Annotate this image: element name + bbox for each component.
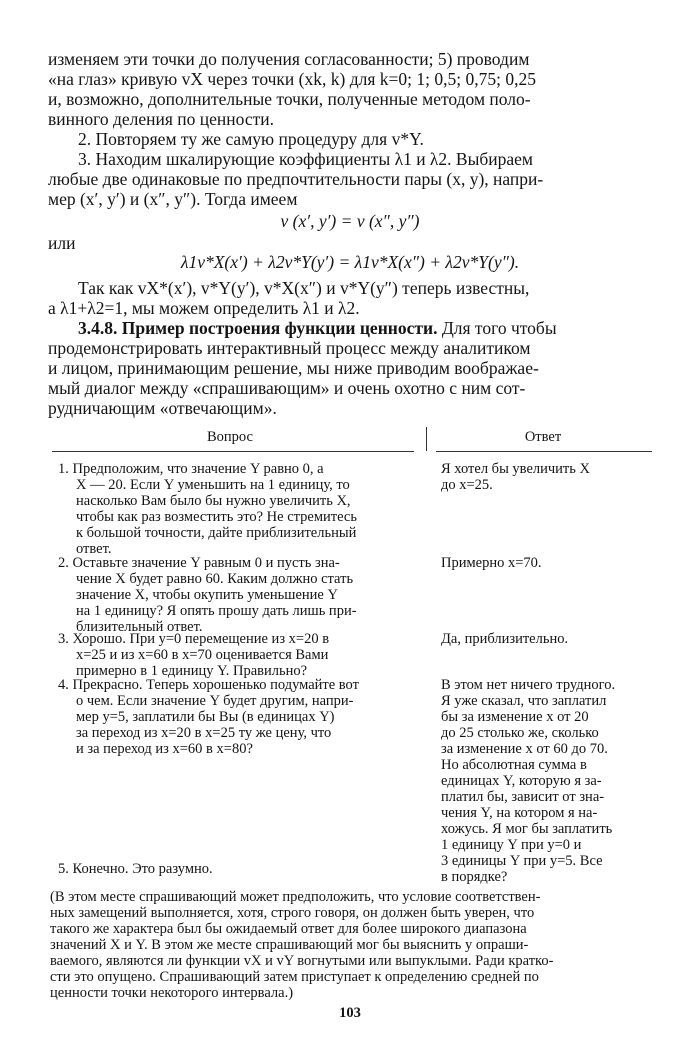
- question-line: и за переход из x=60 в x=80?: [76, 741, 253, 757]
- section-line: и лицом, принимающим решение, мы ниже приводим воображае-: [48, 358, 539, 378]
- header-rule: [52, 451, 414, 452]
- question-line: значение X, чтобы окупить уменьшение Y: [76, 587, 338, 603]
- question-line: X — 20. Если Y уменьшить на 1 единицу, то: [76, 477, 350, 493]
- answer-line: бы за изменение x от 20: [441, 709, 589, 725]
- after-line: а λ1+λ2=1, мы можем определить λ1 и λ2.: [48, 298, 360, 318]
- note-line: такого же характера был бы ожидаемый ответ для более широкого диапазона: [50, 921, 527, 937]
- question-line: за переход из x=20 в x=25 ту же цену, что: [76, 725, 332, 741]
- question-line: ответ.: [76, 541, 112, 557]
- note-line: (В этом месте спрашивающий может предположить, что условие соответствен-: [50, 889, 541, 905]
- header-divider: [426, 427, 427, 451]
- question-line: 5. Конечно. Это разумно.: [58, 861, 213, 877]
- question-line: чение X будет равно 60. Каким должно стать: [76, 571, 354, 587]
- answer-line: 1 единицу Y при y=0 и: [441, 837, 582, 853]
- answer-line: хожусь. Я мог бы заплатить: [441, 821, 613, 837]
- answer-line: за изменение x от 60 до 70.: [441, 741, 608, 757]
- question-line: близительный ответ.: [76, 619, 203, 635]
- header-question: Вопрос: [207, 429, 253, 445]
- answer-line: в порядке?: [441, 869, 508, 885]
- note-line: ценности точки некоторого интервала.): [50, 985, 294, 1001]
- intro-line: «на глаз» кривую vX через точки (xk, k) для k=0; 1; 0,5; 0,75; 0,25: [48, 69, 536, 89]
- question-line: на 1 единицу? Я опять прошу дать лишь при-: [76, 603, 357, 619]
- section-line: продемонстрировать интерактивный процесс между аналитиком: [48, 338, 531, 358]
- after-line: Так как vX*(x′), v*Y(y′), v*X(x″) и v*Y(y″) теперь известны,: [78, 278, 530, 298]
- section-line: Для того чтобы: [437, 318, 557, 338]
- intro-line: 3. Находим шкалирующие коэффициенты λ1 и λ2. Выбираем: [78, 149, 533, 169]
- intro-line: 2. Повторяем ту же самую процедуру для v*Y.: [78, 129, 424, 149]
- page-number: 103: [339, 1005, 361, 1021]
- question-line: 4. Прекрасно. Теперь хорошенько подумайте вот: [58, 677, 359, 693]
- answer-line: Примерно x=70.: [441, 555, 542, 571]
- answer-line: платил бы, зависит от зна-: [441, 789, 605, 805]
- intro-line: мер (x′, y′) и (x″, y″). Тогда имеем: [48, 189, 298, 209]
- question-line: к большой точности, дайте приблизительный: [76, 525, 357, 541]
- question-line: насколько Вам было бы нужно увеличить X,: [76, 493, 351, 509]
- answer-line: единицах Y, которую я за-: [441, 773, 602, 789]
- or-word: или: [48, 233, 76, 253]
- question-line: чтобы как раз возместить это? Не стремитесь: [76, 509, 357, 525]
- equation-2: λ1v*X(x′) + λ2v*Y(y′) = λ1v*X(x″) + λ2v*Y(y″).: [180, 252, 520, 272]
- question-line: о чем. Если значение Y будет другим, напри-: [76, 693, 354, 709]
- intro-line: и, возможно, дополнительные точки, полученные методом поло-: [48, 89, 531, 109]
- answer-line: Я хотел бы увеличить X: [441, 461, 590, 477]
- note-line: ваемого, являются ли функции vX и vY вогнутыми или выпуклыми. Ради кратко-: [50, 953, 554, 969]
- section-first-line: [78, 320, 557, 338]
- answer-line: Я уже сказал, что заплатил: [441, 693, 607, 709]
- answer-line: чения Y, на котором я на-: [441, 805, 598, 821]
- question-line: x=25 и из x=60 в x=70 оценивается Вами: [76, 647, 329, 663]
- header-answer: Ответ: [524, 429, 562, 445]
- question-line: примерно в 1 единицу Y. Правильно?: [76, 663, 308, 679]
- equation-1: v (x′, y′) = v (x″, y″): [280, 211, 420, 231]
- answer-line: до x=25.: [441, 477, 493, 493]
- answer-line: Да, приблизительно.: [441, 631, 569, 647]
- section-heading: 3.4.8. Пример построения функции ценности.: [78, 318, 438, 338]
- header-rule: [436, 451, 652, 452]
- question-line: мер y=5, заплатили бы Вы (в единицах Y): [76, 709, 335, 725]
- question-line: 2. Оставьте значение Y равным 0 и пусть зна-: [58, 555, 340, 571]
- answer-line: до 25 столько же, сколько: [441, 725, 599, 741]
- intro-line: любые две одинаковые по предпочтительности пары (x, y), напри-: [48, 169, 544, 189]
- answer-line: Но абсолютная сумма в: [441, 757, 587, 773]
- intro-line: изменяем эти точки до получения согласованности; 5) проводим: [48, 49, 530, 69]
- answer-line: В этом нет ничего трудного.: [441, 677, 616, 693]
- question-line: 1. Предположим, что значение Y равно 0, а: [58, 461, 324, 477]
- section-line: мый диалог между «спрашивающим» и очень охотно с ним сот-: [48, 378, 526, 398]
- note-line: значений X и Y. В этом же месте спрашивающий мог бы выяснить у опраши-: [50, 937, 529, 953]
- section-line: рудничающим «отвечающим».: [48, 398, 277, 418]
- note-line: ных замещений выполняется, хотя, строго говоря, он должен быть уверен, что: [50, 905, 535, 921]
- note-line: сти это опущено. Спрашивающий затем приступает к определению средней по: [50, 969, 539, 985]
- answer-line: 3 единицы Y при y=5. Все: [441, 853, 603, 869]
- question-line: 3. Хорошо. При y=0 перемещение из x=20 в: [58, 631, 330, 647]
- intro-line: винного деления по ценности.: [48, 109, 274, 129]
